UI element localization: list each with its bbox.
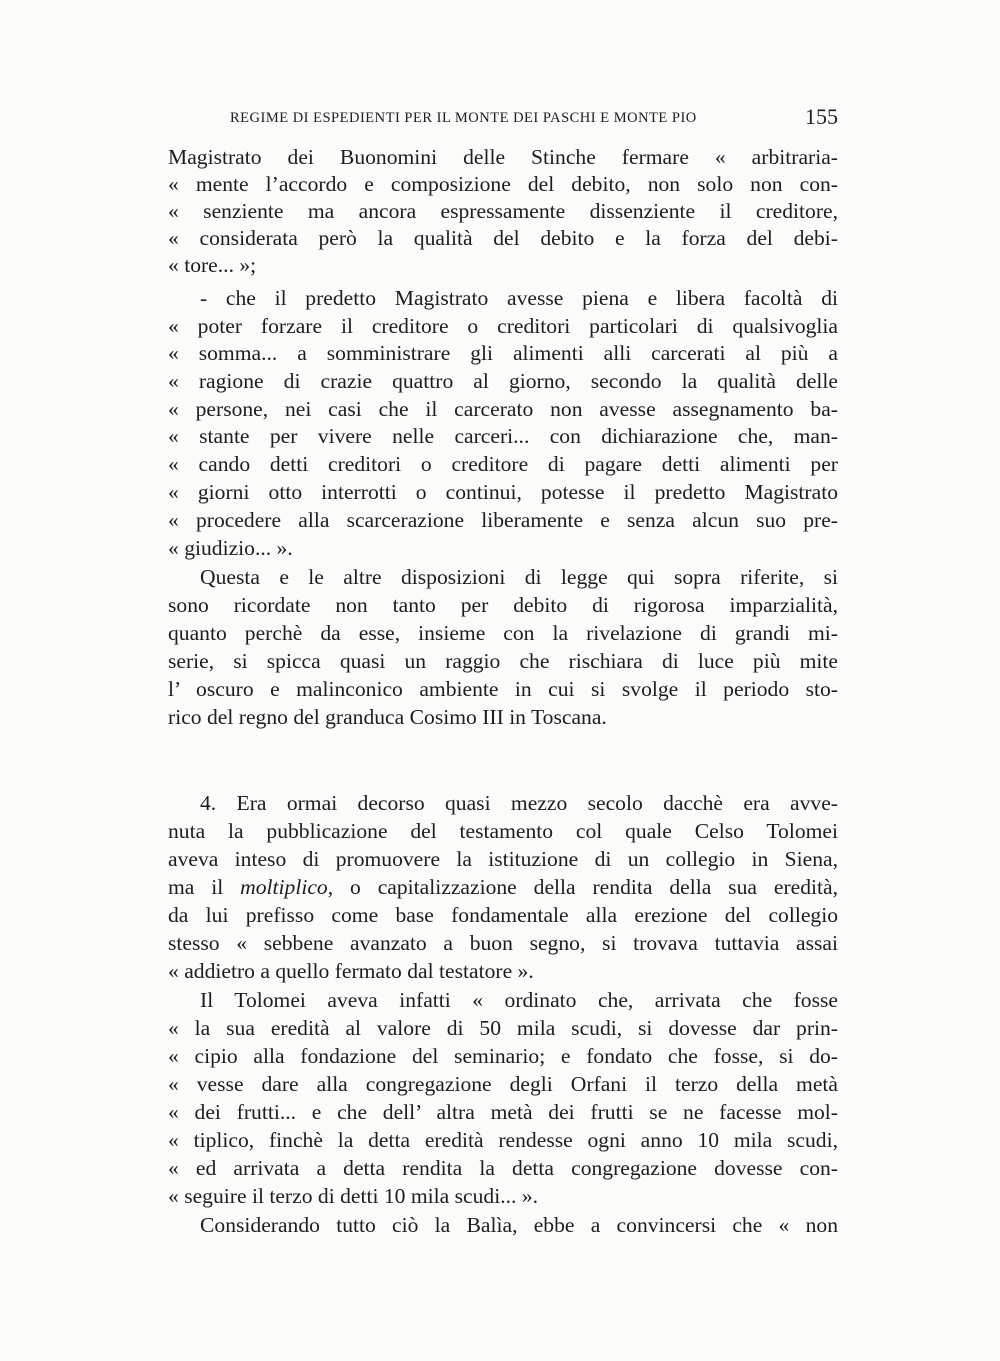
text-line: nuta la pubblicazione del testamento col quale Celso Tolomei (168, 819, 838, 843)
text-line: « poter forzare il creditore o creditori particolari di qualsivoglia (168, 314, 838, 338)
text-segment: o capitalizzazione della rendita della sua eredità, (333, 875, 838, 899)
text-line: da lui prefisso come base fondamentale alla erezione del collegio (168, 903, 838, 927)
text-line: Considerando tutto ciò la Balìa, ebbe a convincersi che « non (200, 1213, 838, 1237)
text-line: « mente l’accordo e composizione del debito, non solo non con- (168, 172, 838, 196)
text-line: stesso « sebbene avanzato a buon segno, si trovava tuttavia assai (168, 931, 838, 955)
text-line: quanto perchè da esse, insieme con la rivelazione di grandi mi- (168, 621, 838, 645)
text-segment: ma il (168, 875, 241, 899)
page-number: 155 (805, 104, 838, 129)
text-line-with-italic (168, 872, 838, 902)
text-line: sono ricordate non tanto per debito di rigorosa imparzialità, (168, 593, 838, 617)
text-line: « senziente ma ancora espressamente dissenziente il creditore, (168, 199, 838, 223)
text-line: rico del regno del granduca Cosimo III in Toscana. (168, 705, 607, 729)
text-line: « ed arrivata a detta rendita la detta congregazione dovesse con- (168, 1156, 838, 1180)
text-line: « cando detti creditori o creditore di pagare detti alimenti per (168, 452, 838, 476)
running-head: REGIME DI ESPEDIENTI PER IL MONTE DEI PASCHI E MONTE PIO (230, 110, 697, 126)
text-line: « vesse dare alla congregazione degli Orfani il terzo della metà (168, 1072, 838, 1096)
text-line: « seguire il terzo di detti 10 mila scudi... ». (168, 1184, 539, 1208)
text-line: « considerata però la qualità del debito e la forza del debi- (168, 226, 838, 250)
text-line: aveva inteso di promuovere la istituzione di un collegio in Siena, (168, 847, 838, 871)
text-line: « procedere alla scarcerazione liberamente e senza alcun suo pre- (168, 508, 838, 532)
text-line: « tiplico, finchè la detta eredità rendesse ogni anno 10 mila scudi, (168, 1128, 838, 1152)
text-line: « ragione di crazie quattro al giorno, secondo la qualità delle (168, 369, 838, 393)
text-line: « addietro a quello fermato dal testatore ». (168, 959, 534, 983)
text-line: « dei frutti... e che dell’ altra metà dei frutti se ne facesse mol- (168, 1100, 838, 1124)
text-line: « cipio alla fondazione del seminario; e fondato che fosse, si do- (168, 1044, 838, 1068)
text-line: « giorni otto interrotti o continui, potesse il predetto Magistrato (168, 480, 838, 504)
text-line: « giudizio... ». (168, 536, 293, 560)
page-header (168, 104, 838, 134)
text-line: « stante per vivere nelle carceri... con dichiarazione che, man- (168, 424, 838, 448)
text-line: Questa e le altre disposizioni di legge qui sopra riferite, si (200, 565, 838, 589)
italic-term-moltiplico: moltiplico, (240, 875, 334, 899)
text-line: - che il predetto Magistrato avesse piena e libera facoltà di (200, 286, 838, 310)
section-4-first-line: 4. Era ormai decorso quasi mezzo secolo dacchè era avve- (200, 791, 838, 815)
text-line: « la sua eredità al valore di 50 mila scudi, si dovesse dar prin- (168, 1016, 838, 1040)
text-line: serie, si spicca quasi un raggio che rischiara di luce più mite (168, 649, 838, 673)
text-line: l’ oscuro e malinconico ambiente in cui si svolge il periodo sto- (168, 677, 838, 701)
text-line: « somma... a somministrare gli alimenti alli carcerati al più a (168, 341, 838, 365)
text-line: « persone, nei casi che il carcerato non avesse assegnamento ba- (168, 397, 838, 421)
text-line: Magistrato dei Buonomini delle Stinche fermare « arbitraria- (168, 145, 838, 169)
text-line: Il Tolomei aveva infatti « ordinato che, arrivata che fosse (200, 988, 838, 1012)
text-line: « tore... »; (168, 253, 257, 277)
